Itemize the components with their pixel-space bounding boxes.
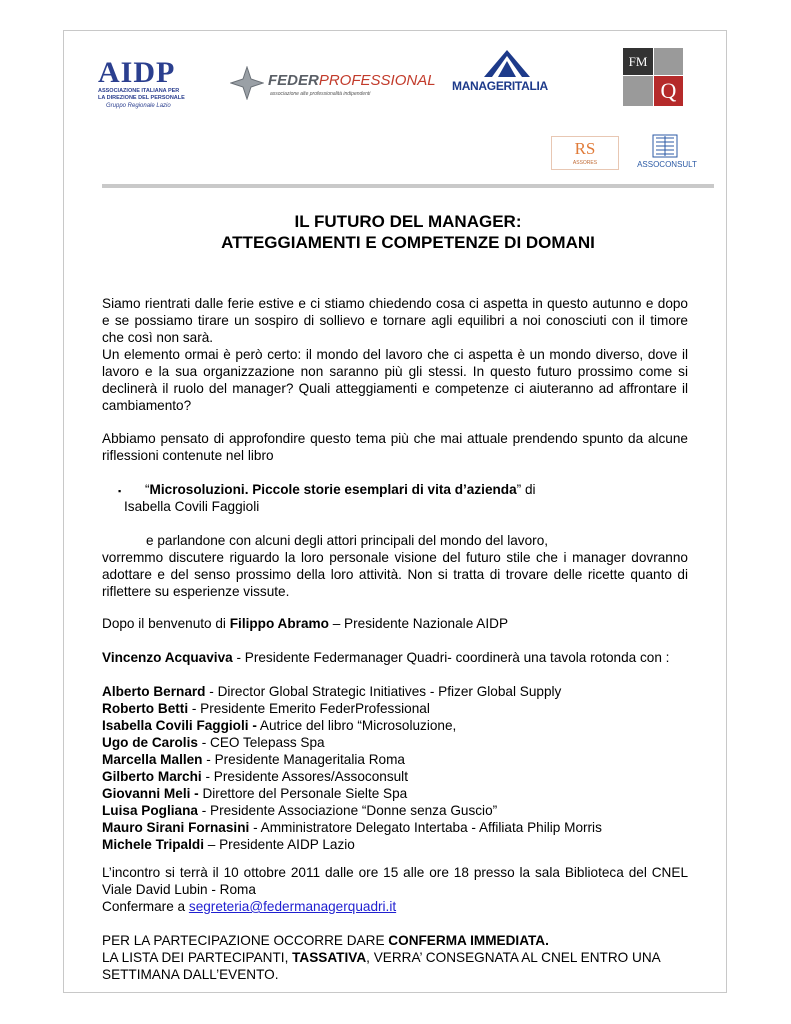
email-link[interactable]: segreteria@federmanagerquadri.it: [188, 899, 397, 914]
panelist-row: [102, 734, 688, 751]
notice-l1-prefix: PER LA PARTECIPAZIONE OCCORRE DARE: [102, 933, 389, 948]
panelist-name: Alberto Bernard: [102, 684, 206, 699]
assores-text: ASSORES: [572, 160, 598, 166]
federprofessional-mark-a: FEDER: [268, 72, 319, 89]
panelist-role: - Presidente Emerito FederProfessional: [188, 701, 430, 716]
book-reference: [145, 481, 705, 498]
panelist-name: Isabella Covili Faggioli -: [102, 718, 257, 733]
notice-l2-suffix: , VERRA’ CONSEGNATA AL CNEL ENTRO UNA SETTIMANA DALL’EVENTO.: [102, 950, 660, 982]
notice-line1: [102, 932, 688, 949]
panelist-name: Marcella Mallen: [102, 752, 203, 767]
welcome-role: – Presidente Nazionale AIDP: [328, 616, 509, 631]
panelist-row: [102, 819, 688, 836]
panelist-name: Roberto Betti: [102, 701, 189, 716]
fmq-gray-block: [654, 48, 683, 75]
moderator-line: [102, 649, 688, 666]
panelist-row: [102, 836, 688, 853]
aidp-mark: AIDP: [98, 56, 176, 89]
header-divider: [102, 184, 714, 188]
panelist-role: - Presidente Manageritalia Roma: [202, 752, 405, 767]
manageritalia-logo: [452, 50, 562, 96]
book-title: Microsoluzioni. Piccole storie esemplari di vita d’azienda: [149, 482, 517, 497]
assores-logo: [551, 136, 619, 170]
panelist-row: [102, 700, 688, 717]
assoconsult-emblem-icon: [652, 134, 678, 158]
panelist-row: [102, 802, 688, 819]
aidp-line2: LA DIREZIONE DEL PERSONALE: [98, 95, 185, 101]
panelist-name: Mauro Sirani Fornasini: [102, 820, 250, 835]
federprofessional-mark-b: PROFESSIONAL: [318, 72, 436, 89]
notice-l2-prefix: LA LISTA DEI PARTECIPANTI,: [102, 950, 293, 965]
welcome-prefix: Dopo il benvenuto di: [102, 616, 230, 631]
panelist-row: [102, 785, 688, 802]
fmq-logo: [623, 48, 683, 106]
document-title-line1: IL FUTURO DEL MANAGER:: [294, 212, 522, 231]
book-author: Isabella Covili Faggioli: [124, 499, 260, 514]
book-quote-close: ” di: [516, 482, 536, 497]
panelist-role: – Presidente AIDP Lazio: [203, 837, 355, 852]
panelist-role: - Presidente Assores/Assoconsult: [201, 769, 408, 784]
panelist-row: [102, 683, 688, 700]
event-paragraph: L’incontro si terrà il 10 ottobre 2011 dalle ore 15 alle ore 18 presso la sala Biblioteca del CNEL Viale David Lubin - Roma: [102, 865, 688, 897]
panelist-row: [102, 717, 688, 734]
federprofessional-logo: [230, 64, 436, 104]
intro-paragraph-1: Siamo rientrati dalle ferie estive e ci stiamo chiedendo cosa ci aspetta in questo autunno e dopo e se possiamo tirare un sospiro di sollievo e tornare agli equilibri a noi conosciuti con il timore che così non sarà.: [102, 296, 688, 345]
aidp-line1: ASSOCIAZIONE ITALIANA PER: [98, 88, 180, 94]
assoconsult-logo: [632, 134, 702, 172]
panelist-role: - Presidente Associazione “Donne senza Guscio”: [197, 803, 498, 818]
panelist-name: Luisa Pogliana: [102, 803, 198, 818]
federprofessional-star-icon: [230, 66, 264, 100]
panelist-list: [102, 683, 688, 853]
welcome-name: Filippo Abramo: [229, 616, 329, 631]
assoconsult-text: ASSOCONSULT: [637, 160, 697, 169]
panelist-role: Direttore del Personale Sielte Spa: [198, 786, 408, 801]
panelist-name: Giovanni Meli -: [102, 786, 199, 801]
assores-mark: RS: [574, 139, 596, 158]
bullet-icon: ▪: [118, 486, 122, 496]
confirm-prefix: Confermare a: [102, 899, 189, 914]
notice-l1-bold: CONFERMA IMMEDIATA.: [388, 933, 549, 948]
aidp-line3: Gruppo Regionale Lazio: [106, 103, 171, 109]
discussion-paragraph: vorremmo discutere riguardo la loro personale visione del futuro stile che i manager dovranno adottare e del senso prossimo della loro attività. Non si tratta di trovare delle ricette quanto di riflettere su esperienze vissute.: [102, 550, 688, 599]
aidp-logo: [98, 58, 194, 122]
document-title-line2: ATTEGGIAMENTI E COMPETENZE DI DOMANI: [221, 233, 595, 252]
welcome-line: [102, 615, 688, 632]
panelist-name: Michele Tripaldi: [102, 837, 204, 852]
panelist-row: [102, 768, 688, 785]
federprofessional-tagline: associazione alte professionalità indipendenti: [270, 91, 371, 97]
intro-paragraph-2: Un elemento ormai è però certo: il mondo del lavoro che ci aspetta è un mondo diverso, dove il lavoro e la sua organizzazione non saranno più gli stessi. In questo futuro prossimo come si declinerà il ruolo del manager? Quali atteggiamenti e competenze ci aiuteranno ad affrontare il cambiamento?: [102, 347, 688, 413]
notice-l2-bold: TASSATIVA: [292, 950, 367, 965]
panelist-role: - Amministratore Delegato Intertaba - Affiliata Philip Morris: [249, 820, 602, 835]
panelist-row: [102, 751, 688, 768]
panelist-role: Autrice del libro “Microsoluzione,: [256, 718, 457, 733]
panelist-role: - Director Global Strategic Initiatives - Pfizer Global Supply: [205, 684, 562, 699]
notice-line2: [102, 949, 688, 983]
discussion-line1: e parlandone con alcuni degli attori principali del mondo del lavoro,: [146, 533, 549, 548]
panelist-name: Gilberto Marchi: [102, 769, 202, 784]
intro-paragraph-3: Abbiamo pensato di approfondire questo tema più che mai attuale prendendo spunto da alcune riflessioni contenute nel libro: [102, 431, 688, 463]
manageritalia-mark: MANAGERITALIA: [452, 79, 548, 93]
confirm-line: [102, 898, 688, 915]
fmq-gray-block-2: [623, 76, 653, 106]
fmq-q: Q: [654, 76, 683, 106]
fmq-fm: FM: [623, 48, 653, 75]
moderator-name: Vincenzo Acquaviva: [102, 650, 233, 665]
manageritalia-peak-icon: [482, 50, 532, 78]
panelist-role: - CEO Telepass Spa: [197, 735, 325, 750]
book-quote-open: “: [145, 482, 150, 497]
panelist-name: Ugo de Carolis: [102, 735, 198, 750]
moderator-role: - Presidente Federmanager Quadri- coordinerà una tavola rotonda con :: [232, 650, 670, 665]
